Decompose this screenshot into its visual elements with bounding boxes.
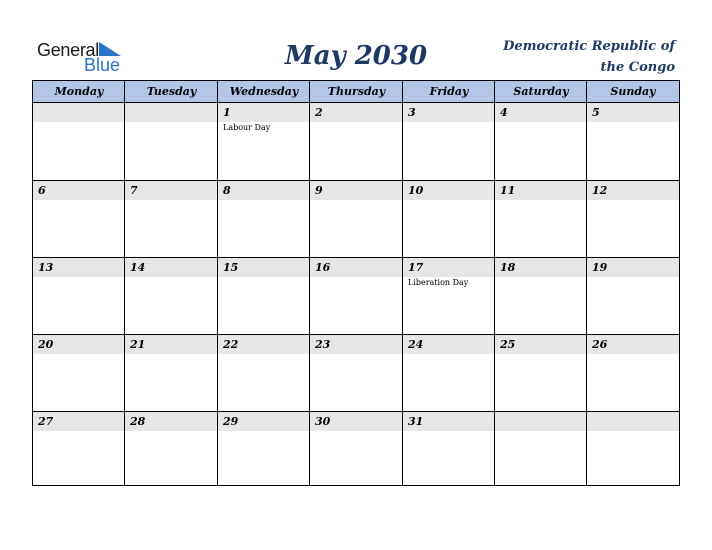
day-number: 29: [223, 415, 239, 428]
day-number: 21: [130, 338, 146, 351]
day-number: 14: [130, 261, 146, 274]
day-header-band: [495, 412, 587, 431]
day-cell: [218, 412, 310, 488]
weekday-header-sunday: Sunday: [610, 85, 656, 98]
day-number: 9: [315, 184, 323, 197]
day-cell: [125, 258, 218, 334]
day-cell: [218, 258, 310, 334]
weekday-header-thursday: Thursday: [327, 85, 386, 98]
grid-divider: [402, 81, 403, 485]
day-cell: [125, 412, 218, 488]
day-cell: [310, 335, 403, 411]
day-number: 17: [408, 261, 424, 274]
day-number: 8: [223, 184, 231, 197]
weekday-header-monday: Monday: [54, 85, 104, 98]
day-cell: [587, 103, 679, 180]
logo-word-blue: Blue: [84, 55, 121, 75]
week-row: [33, 257, 679, 334]
day-cell: [310, 181, 403, 257]
day-number: 16: [315, 261, 331, 274]
week-row: [33, 411, 679, 488]
day-header-band: [310, 181, 403, 200]
grid-divider: [494, 81, 495, 485]
weekday-header-tuesday: Tuesday: [146, 85, 197, 98]
day-number: 5: [592, 106, 600, 119]
day-header-band: [33, 103, 125, 122]
holiday-label: Liberation Day: [408, 278, 469, 287]
day-number: 12: [592, 184, 608, 197]
day-number: 10: [408, 184, 424, 197]
logo-word-general: General: [37, 40, 99, 60]
day-header-band: [403, 103, 495, 122]
day-cell: [403, 335, 495, 411]
day-number: 22: [223, 338, 239, 351]
day-cell: [310, 103, 403, 180]
day-cell: [587, 335, 679, 411]
day-header-band: [310, 103, 403, 122]
day-cell: [495, 258, 587, 334]
day-number: 27: [38, 415, 54, 428]
day-cell: [125, 335, 218, 411]
day-cell: [403, 412, 495, 488]
day-cell: [218, 335, 310, 411]
day-cell: [310, 412, 403, 488]
day-header-band: [125, 181, 218, 200]
day-number: 19: [592, 261, 608, 274]
day-header-band: [218, 103, 310, 122]
day-cell: [33, 258, 125, 334]
grid-divider: [217, 81, 218, 485]
day-number: 13: [38, 261, 54, 274]
day-header-band: [33, 181, 125, 200]
day-number: 2: [315, 106, 323, 119]
day-cell: [403, 258, 495, 334]
day-cell: [495, 103, 587, 180]
country-name: Democratic Republic of the Congo: [503, 39, 675, 75]
day-number: 18: [500, 261, 516, 274]
grid-divider: [586, 81, 587, 485]
week-row: [33, 103, 679, 180]
day-cell: [218, 103, 310, 180]
weekday-header-friday: Friday: [429, 85, 469, 98]
day-number: 3: [408, 106, 416, 119]
day-cell: [587, 412, 679, 488]
week-row: [33, 180, 679, 257]
weekday-header-wednesday: Wednesday: [229, 85, 299, 98]
day-number: 24: [408, 338, 424, 351]
page-title: May 2030: [284, 41, 428, 71]
day-number: 6: [38, 184, 46, 197]
day-cell: [403, 103, 495, 180]
weekday-header-row: [33, 81, 679, 103]
day-cell: [125, 103, 218, 180]
day-number: 15: [223, 261, 239, 274]
day-cell: [125, 181, 218, 257]
day-cell: [33, 181, 125, 257]
day-cell: [33, 412, 125, 488]
day-cell: [218, 181, 310, 257]
day-cell: [495, 181, 587, 257]
day-number: 25: [500, 338, 516, 351]
day-number: 1: [223, 106, 231, 119]
holiday-label: Labour Day: [223, 123, 271, 132]
day-cell: [495, 412, 587, 488]
day-number: 20: [38, 338, 54, 351]
day-number: 7: [130, 184, 138, 197]
day-cell: [587, 258, 679, 334]
grid-divider: [124, 81, 125, 485]
day-number: 30: [315, 415, 331, 428]
day-number: 4: [500, 106, 508, 119]
day-number: 31: [408, 415, 424, 428]
grid-divider: [309, 81, 310, 485]
day-cell: [33, 335, 125, 411]
day-number: 11: [500, 184, 516, 197]
day-cell: [403, 181, 495, 257]
day-number: 28: [130, 415, 146, 428]
day-cell: [495, 335, 587, 411]
day-header-band: [218, 181, 310, 200]
day-header-band: [125, 103, 218, 122]
day-header-band: [495, 103, 587, 122]
day-header-band: [587, 103, 679, 122]
weekday-header-saturday: Saturday: [513, 85, 569, 98]
day-cell: [310, 258, 403, 334]
day-cell: [587, 181, 679, 257]
day-number: 23: [315, 338, 331, 351]
day-cell: [33, 103, 125, 180]
day-number: 26: [592, 338, 608, 351]
week-row: [33, 334, 679, 411]
calendar-grid: [32, 80, 680, 486]
day-header-band: [587, 412, 679, 431]
